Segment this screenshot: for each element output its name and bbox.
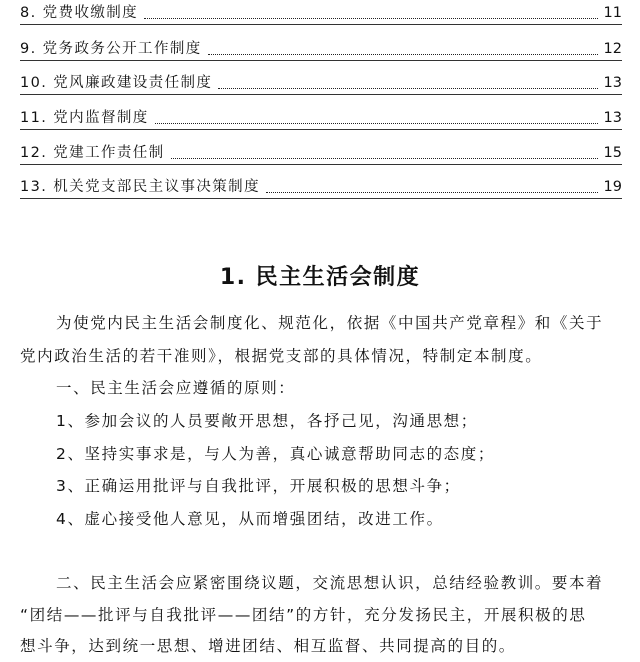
- section-heading: 1. 民主生活会制度: [219, 265, 421, 290]
- principle-item: 3、正确运用批评与自我批评，开展积极的思想斗争；: [56, 477, 461, 495]
- principles-heading: 一、民主生活会应遵循的原则：: [56, 379, 296, 397]
- toc-entry-title: 11. 党内监督制度: [20, 110, 149, 126]
- toc-leader-dots: [171, 157, 598, 159]
- toc-leader-dots: [208, 53, 598, 55]
- principle-item: 4、虚心接受他人意见，从而增强团结，改进工作。: [56, 510, 444, 528]
- topic-paragraph-line: 二、民主生活会应紧密围绕议题，交流思想认识，总结经验教训。要本着: [56, 574, 604, 592]
- toc-underline: [20, 60, 622, 61]
- toc-entry[interactable]: [20, 105, 622, 127]
- toc-leader-dots: [144, 17, 598, 19]
- toc-entry-page: 11: [603, 5, 622, 21]
- principle-item: 1、参加会议的人员要敞开思想，各抒己见，沟通思想；: [56, 412, 478, 430]
- toc-entry-title: 9. 党务政务公开工作制度: [20, 41, 202, 57]
- intro-paragraph-line: 为使党内民主生活会制度化、规范化，依据《中国共产党章程》和《关于: [56, 314, 604, 332]
- toc-entry[interactable]: [20, 36, 622, 58]
- principle-item: 2、坚持实事求是，与人为善，真心诚意帮助同志的态度；: [56, 445, 495, 463]
- toc-underline: [20, 164, 622, 165]
- toc-entry[interactable]: [20, 174, 622, 196]
- toc-entry-title: 12. 党建工作责任制: [20, 145, 165, 161]
- toc-entry-page: 19: [603, 179, 622, 195]
- toc-entry[interactable]: [20, 0, 622, 22]
- toc-entry-title: 13. 机关党支部民主议事决策制度: [20, 179, 260, 195]
- toc-leader-dots: [266, 191, 598, 193]
- toc-underline: [20, 94, 622, 95]
- toc-entry-title: 8. 党费收缴制度: [20, 5, 139, 21]
- toc-underline: [20, 198, 622, 199]
- toc-entry-page: 15: [603, 145, 622, 161]
- toc-entry[interactable]: [20, 140, 622, 162]
- toc-entry-page: 13: [603, 75, 622, 91]
- toc-leader-dots: [218, 87, 597, 89]
- toc-underline: [20, 24, 622, 25]
- toc-entry-page: 12: [603, 41, 622, 57]
- toc-entry-title: 10. 党风廉政建设责任制度: [20, 75, 213, 91]
- topic-paragraph-line: “团结——批评与自我批评——团结”的方针，充分发扬民主，开展积极的思: [20, 606, 587, 624]
- toc-underline: [20, 129, 622, 130]
- toc-entry[interactable]: [20, 70, 622, 92]
- topic-paragraph-line: 想斗争，达到统一思想、增进团结、相互监督、共同提高的目的。: [20, 637, 516, 655]
- toc-entry-page: 13: [603, 110, 622, 126]
- toc-leader-dots: [155, 122, 598, 124]
- intro-paragraph-line: 党内政治生活的若干准则》，根据党支部的具体情况，特制定本制度。: [20, 347, 543, 365]
